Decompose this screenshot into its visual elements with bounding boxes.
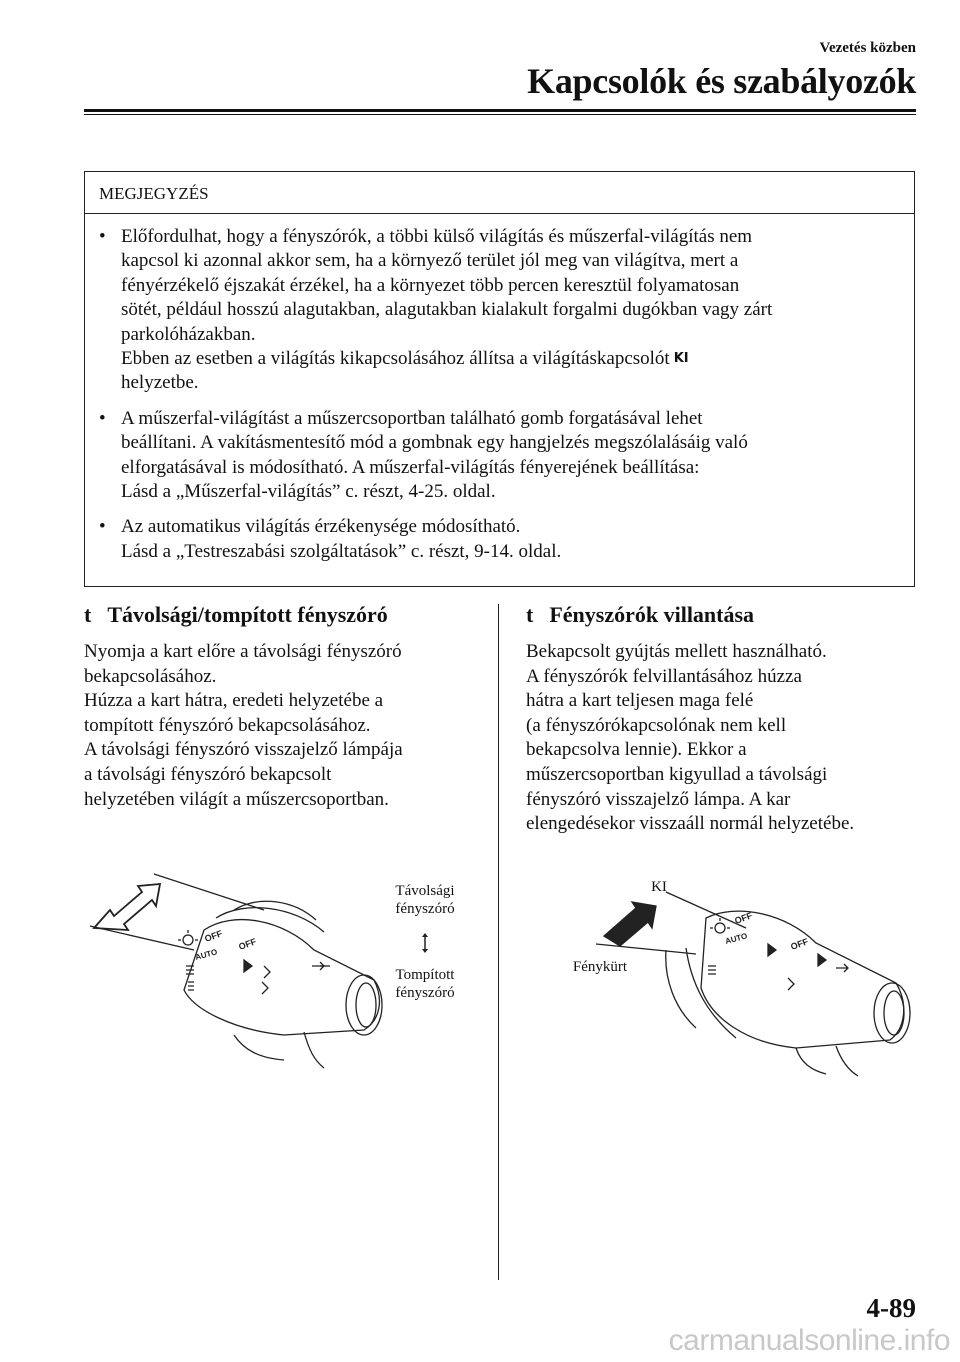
page-title: Kapcsolók és szabályozók [527,61,916,101]
dial-off-label: OFF [203,928,224,944]
text-line: bekapcsolva lennie). Ekkor a [526,739,747,761]
text-line: Húzza a kart hátra, eredeti helyzetébe a [84,690,384,712]
flash-instructions [526,640,854,837]
beam-lever-figure [84,870,484,1070]
note-line: elforgatásával is módosítható. A műszerfal-világítás fényerejének beállítása: [121,456,700,478]
note-line: sötét, például hosszú alagutakban, alagutakban kialakult forgalmi dugókban vagy zárt [121,299,773,321]
note-line-text: Ebben az esetben a világítás kikapcsolásához állítsa a világításkapcsolót [121,348,670,370]
section-heading-text: Távolsági/tompított fényszóró [107,602,388,627]
text-line: tompított fényszóró bekapcsolásához. [84,714,371,736]
fog-light-icon [264,966,270,978]
note-line: fényérzékelő éjszakát érzékel, ha a környezet több percen keresztül folyamatosan [121,274,740,296]
section-marker: t [84,602,92,627]
note-box [84,171,915,587]
text-line: a távolsági fényszóró bekapcsolt [84,763,332,785]
sun-icon [715,923,725,933]
section-heading-beam [84,602,388,628]
note-heading: MEGJEGYZÉS [85,172,914,214]
label-line: fényszóró [395,901,455,917]
text-line: A távolsági fényszóró visszajelző lámpája [84,739,403,761]
note-line: beállítani. A vakításmentesítő mód a gombnak egy hangjelzés megszólalásáig való [121,432,748,454]
label-line: Tompított [395,967,455,983]
column-divider [498,604,499,1280]
dial-off-label: OFF [237,936,258,952]
bullet: • [99,407,106,429]
fog-light-icon [788,978,794,990]
beam-instructions [84,640,403,812]
ki-position-glyph: KI [673,351,689,367]
page-number: 4-89 [866,1293,916,1323]
ki-label: KI [651,879,667,895]
flasher-label: Fénykürt [572,959,628,975]
text-line: Bekapcsolt gyújtás mellett használható. [526,641,827,662]
header-rule [84,109,916,112]
text-line: (a fényszórókapcsolónak nem kell [526,714,787,736]
up-down-arrow-icon [420,932,430,954]
text-line: A fényszórók felvillantásához húzza [526,665,802,687]
label-line: Távolsági [395,883,455,899]
arrow-icon [836,964,848,972]
watermark: carmanualsonline.info [668,1324,950,1357]
note-line: Előfordulhat, hogy a fényszórók, a többi külső világítás és műszerfal-világítás nem [121,226,753,247]
note-line: Lásd a „Testreszabási szolgáltatások” c. részt, 9-14. oldal. [121,540,562,562]
lever-illustration [596,888,916,1078]
text-line: fényszóró visszajelző lámpa. A kar [526,788,791,810]
text-line: műszercsoportban kigyullad a távolsági [526,763,828,785]
high-beam-label [380,882,470,918]
section-marker: t [526,602,534,627]
text-line: hátra a kart teljesen maga felé [526,690,754,712]
label-line: fényszóró [395,985,455,1001]
note-line [121,347,898,371]
note-line: parkolóházakban. [121,323,256,345]
note-line: A műszerfal-világítást a műszercsoportban található gomb forgatásával lehet [121,407,703,429]
note-list [85,214,914,564]
flash-lever-figure [556,878,916,1078]
sun-icon [183,935,193,945]
lever-illustration [84,870,384,1070]
text-line: Nyomja a kart előre a távolsági fényszóró [84,641,402,662]
note-item-2 [99,407,898,505]
text-line: helyzetében világít a műszercsoportban. [84,788,389,810]
dial-auto-label: AUTO [194,947,219,962]
note-line: helyzetbe. [121,372,199,394]
headlight-icon [708,966,716,974]
section-heading-text: Fényszórók villantása [549,602,755,627]
double-arrow-icon [94,884,160,930]
section-label: Vezetés közben [819,40,916,56]
low-beam-label [380,966,470,1002]
header-rule-thin [84,114,916,115]
note-line: kapcsol ki azonnal akkor sem, ha a környező terület jól meg van világítva, mert a [121,250,739,272]
text-line: bekapcsolásához. [84,665,217,687]
note-line: Lásd a „Műszerfal-világítás” c. részt, 4-25. oldal. [121,481,496,503]
bullet: • [99,226,106,247]
dial-off-label: OFF [733,910,754,926]
note-item-1 [99,225,898,396]
section-heading-flash [526,602,754,628]
pull-arrow-icon [604,902,656,946]
note-item-3 [99,515,898,564]
dial-auto-label: AUTO [724,931,749,946]
text-line: elengedésekor visszaáll normál helyzetébe. [526,813,855,835]
dial-off-label: OFF [789,936,810,952]
bullet: • [99,516,106,538]
note-line: Az automatikus világítás érzékenysége módosítható. [121,516,521,538]
